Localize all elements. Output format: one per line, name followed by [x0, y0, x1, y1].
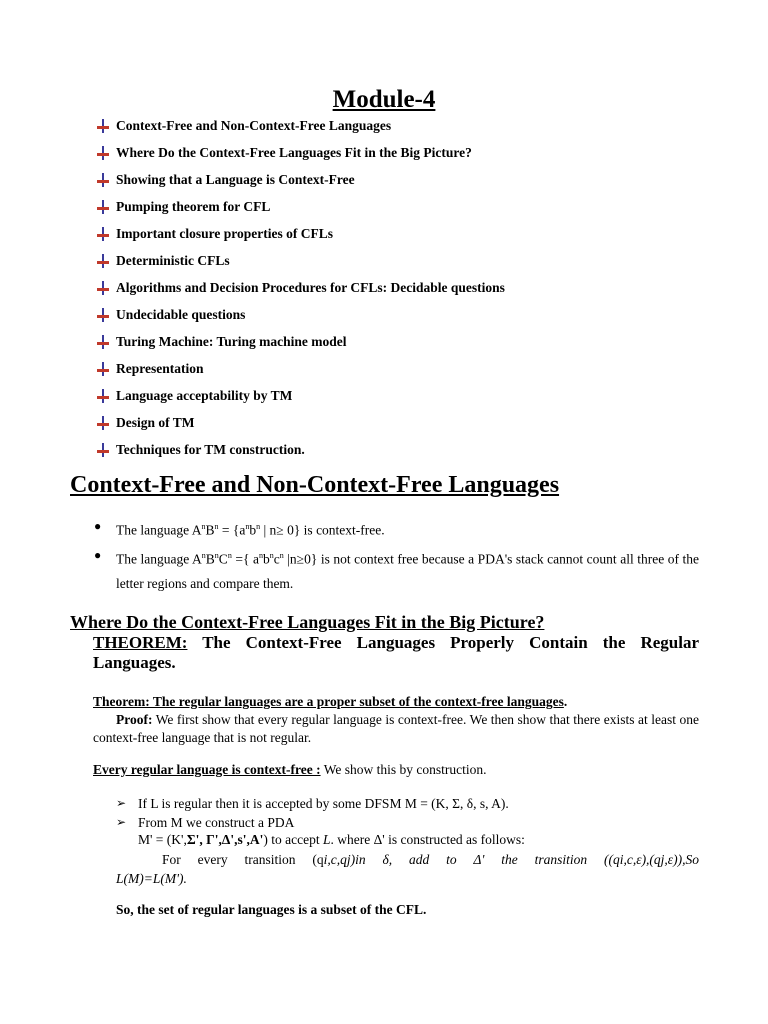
cfl-bullet-list	[92, 514, 699, 596]
bullet-item-context-free: ● The language $A^nB^n = \{a^nb^n$ | n≥ 0} is context-free.	[92, 514, 699, 543]
section-heading-big-picture: Where Do the Context-Free Languages Fit in the Big Picture?	[70, 612, 545, 632]
pushpin-icon	[96, 308, 110, 322]
topic-item	[96, 220, 505, 247]
topic-item	[96, 139, 505, 166]
topic-label: Important closure properties of CFLs	[116, 226, 333, 241]
topic-label: Pumping theorem for CFL	[116, 199, 271, 214]
pushpin-icon	[96, 389, 110, 403]
theorem-regular-subset: Theorem: The regular languages are a proper subset of the context-free languages.	[93, 694, 568, 709]
topic-item	[96, 247, 505, 274]
pushpin-icon	[96, 173, 110, 187]
pushpin-icon	[96, 416, 110, 430]
topic-item	[96, 328, 505, 355]
theorem-statement: THEOREM: The Context-Free Languages Properly Contain the Regular Languages.	[93, 633, 699, 672]
pushpin-icon	[96, 119, 110, 133]
bullet-dot-icon: ●	[94, 519, 102, 533]
topic-item	[96, 193, 505, 220]
topic-item	[96, 112, 505, 139]
topic-label: Context-Free and Non-Context-Free Languages	[116, 118, 392, 133]
arrow-bullet-icon: ➢	[116, 815, 127, 829]
proof-paragraph: Proof: We first show that every regular language is context-free. We then show that there exists at least one context-free language that is not regular.	[93, 712, 699, 745]
topic-label: Deterministic CFLs	[116, 253, 230, 268]
topic-label: Showing that a Language is Context-Free	[116, 172, 355, 187]
bullet-dot-icon: ●	[94, 547, 102, 562]
topic-item	[96, 436, 505, 463]
topic-label: Algorithms and Decision Procedures for CFLs: Decidable questions	[116, 280, 505, 295]
pushpin-icon	[96, 443, 110, 457]
topic-label: Representation	[116, 361, 204, 376]
topic-item	[96, 301, 505, 328]
module-title: Module-4	[332, 86, 436, 113]
pda-definition: M' = (K',Σ', Γ',Δ',s',A') to accept L. where Δ' is constructed as follows:	[138, 832, 525, 847]
pushpin-icon	[96, 200, 110, 214]
construction-step: ➢ If L is regular then it is accepted by some DFSM M = (K, Σ, δ, s, A).	[116, 796, 509, 811]
language-equality: L(M)=L(M').	[116, 871, 187, 886]
topic-item	[96, 409, 505, 436]
topic-label: Design of TM	[116, 415, 195, 430]
topic-item	[96, 166, 505, 193]
arrow-bullet-icon: ➢	[116, 796, 127, 810]
topic-list	[96, 112, 505, 463]
pushpin-icon	[96, 227, 110, 241]
topic-item	[96, 274, 505, 301]
section-heading-cfl: Context-Free and Non-Context-Free Languages	[70, 472, 560, 498]
topic-item	[96, 382, 505, 409]
pushpin-icon	[96, 281, 110, 295]
topic-label: Techniques for TM construction.	[116, 442, 305, 457]
pushpin-icon	[96, 146, 110, 160]
construction-step: ➢ From M we construct a PDA	[116, 815, 295, 830]
construction-steps	[116, 794, 699, 832]
theorem-keyword: THEOREM:	[93, 633, 188, 652]
pushpin-icon	[96, 254, 110, 268]
topic-item	[96, 355, 505, 382]
pushpin-icon	[96, 335, 110, 349]
topic-label: Turing Machine: Turing machine model	[116, 334, 347, 349]
bullet-item-not-context-free: ● The language $A^nB^nC^n$ ={ $a^nb^nc^n$ |n≥0} is not context free because a PDA's stack cannot count all three of the letter regions and compare them.	[92, 543, 699, 597]
conclusion-statement: So, the set of regular languages is a subset of the CFL.	[116, 902, 427, 917]
topic-label: Where Do the Context-Free Languages Fit in the Big Picture?	[116, 145, 472, 160]
pushpin-icon	[96, 362, 110, 376]
transition-rule: For every transition (qi,c,qj)in δ, add to Δ' the transition ((qi,c,ε),(qj,ε)),So L(M)=L(M').	[116, 852, 699, 886]
proof-label: Proof:	[116, 712, 153, 727]
topic-label: Undecidable questions	[116, 307, 246, 322]
regular-is-cf-paragraph: Every regular language is context-free : We show this by construction.	[93, 762, 487, 777]
topic-label: Language acceptability by TM	[116, 388, 293, 403]
